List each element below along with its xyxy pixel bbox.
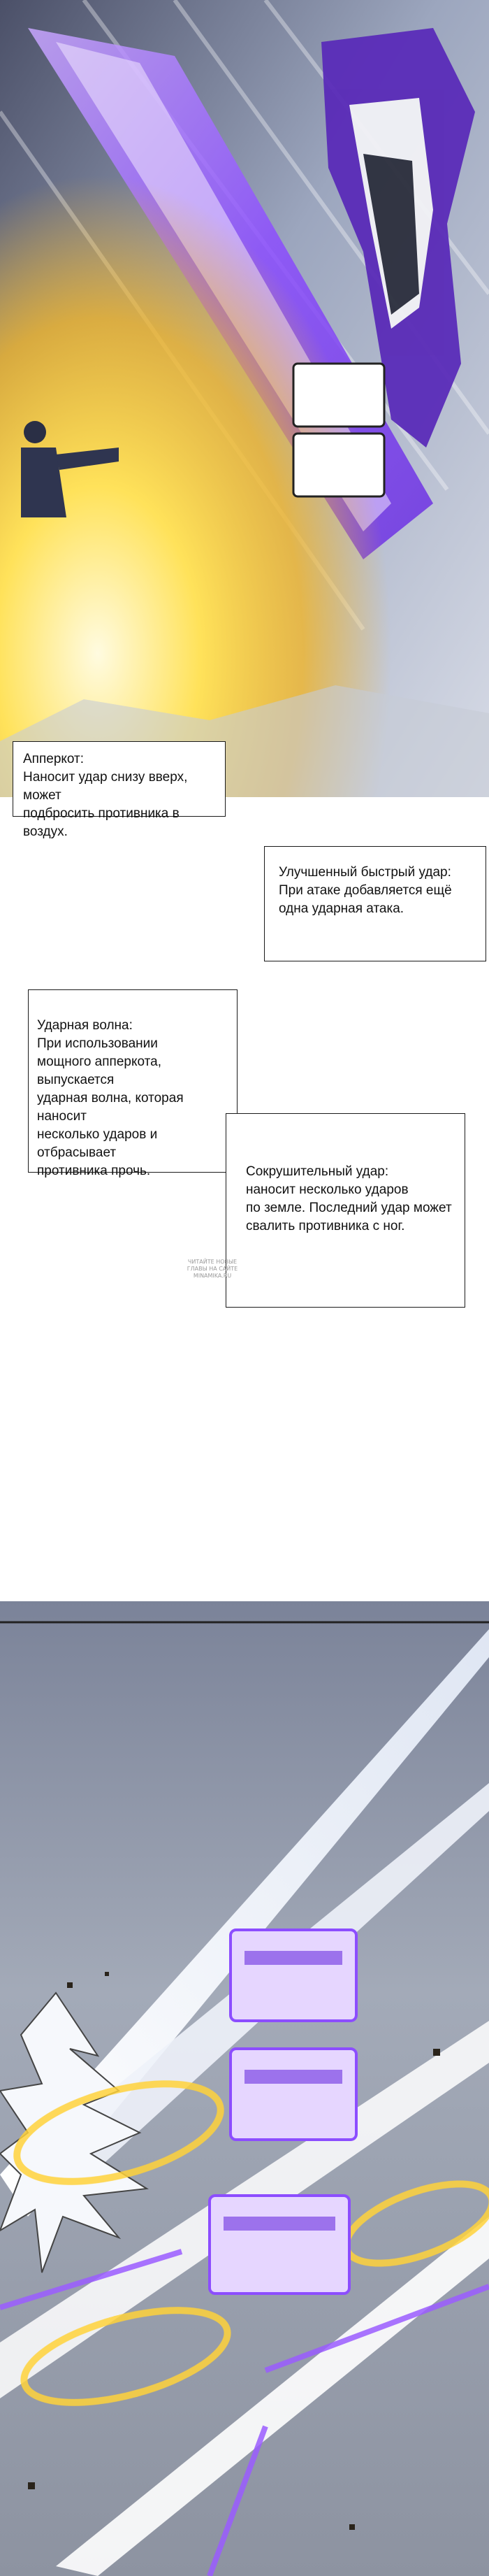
caption-shockwave: Ударная волна: При использовании мощного апперкота, выпускается ударная волна, которая наносит несколько ударов и отбрасывает противника прочь.: [28, 989, 238, 1173]
top-panel-art: [0, 0, 489, 797]
bottom-action-panel: [0, 1601, 489, 2576]
caption-crushing-blow: Сокрушительный удар: наносит несколько ударов по земле. Последний удар может свалить противника с ног.: [226, 1113, 465, 1308]
top-action-panel: [0, 0, 489, 797]
caption-uppercut: Апперкот: Наносит удар снизу вверх, может подбросить противника в воздух.: [13, 741, 226, 817]
watermark: ЧИТАЙТЕ НОВЫЕ ГЛАВЫ НА САЙТЕ MINAMIKA.RU: [187, 1259, 238, 1279]
bottom-panel-art: [0, 1601, 489, 2576]
caption-improved-quick-strike: Улучшенный быстрый удар: При атаке добавляется ещё одна ударная атака.: [264, 846, 486, 961]
sfx-blocks: [210, 1930, 356, 2294]
